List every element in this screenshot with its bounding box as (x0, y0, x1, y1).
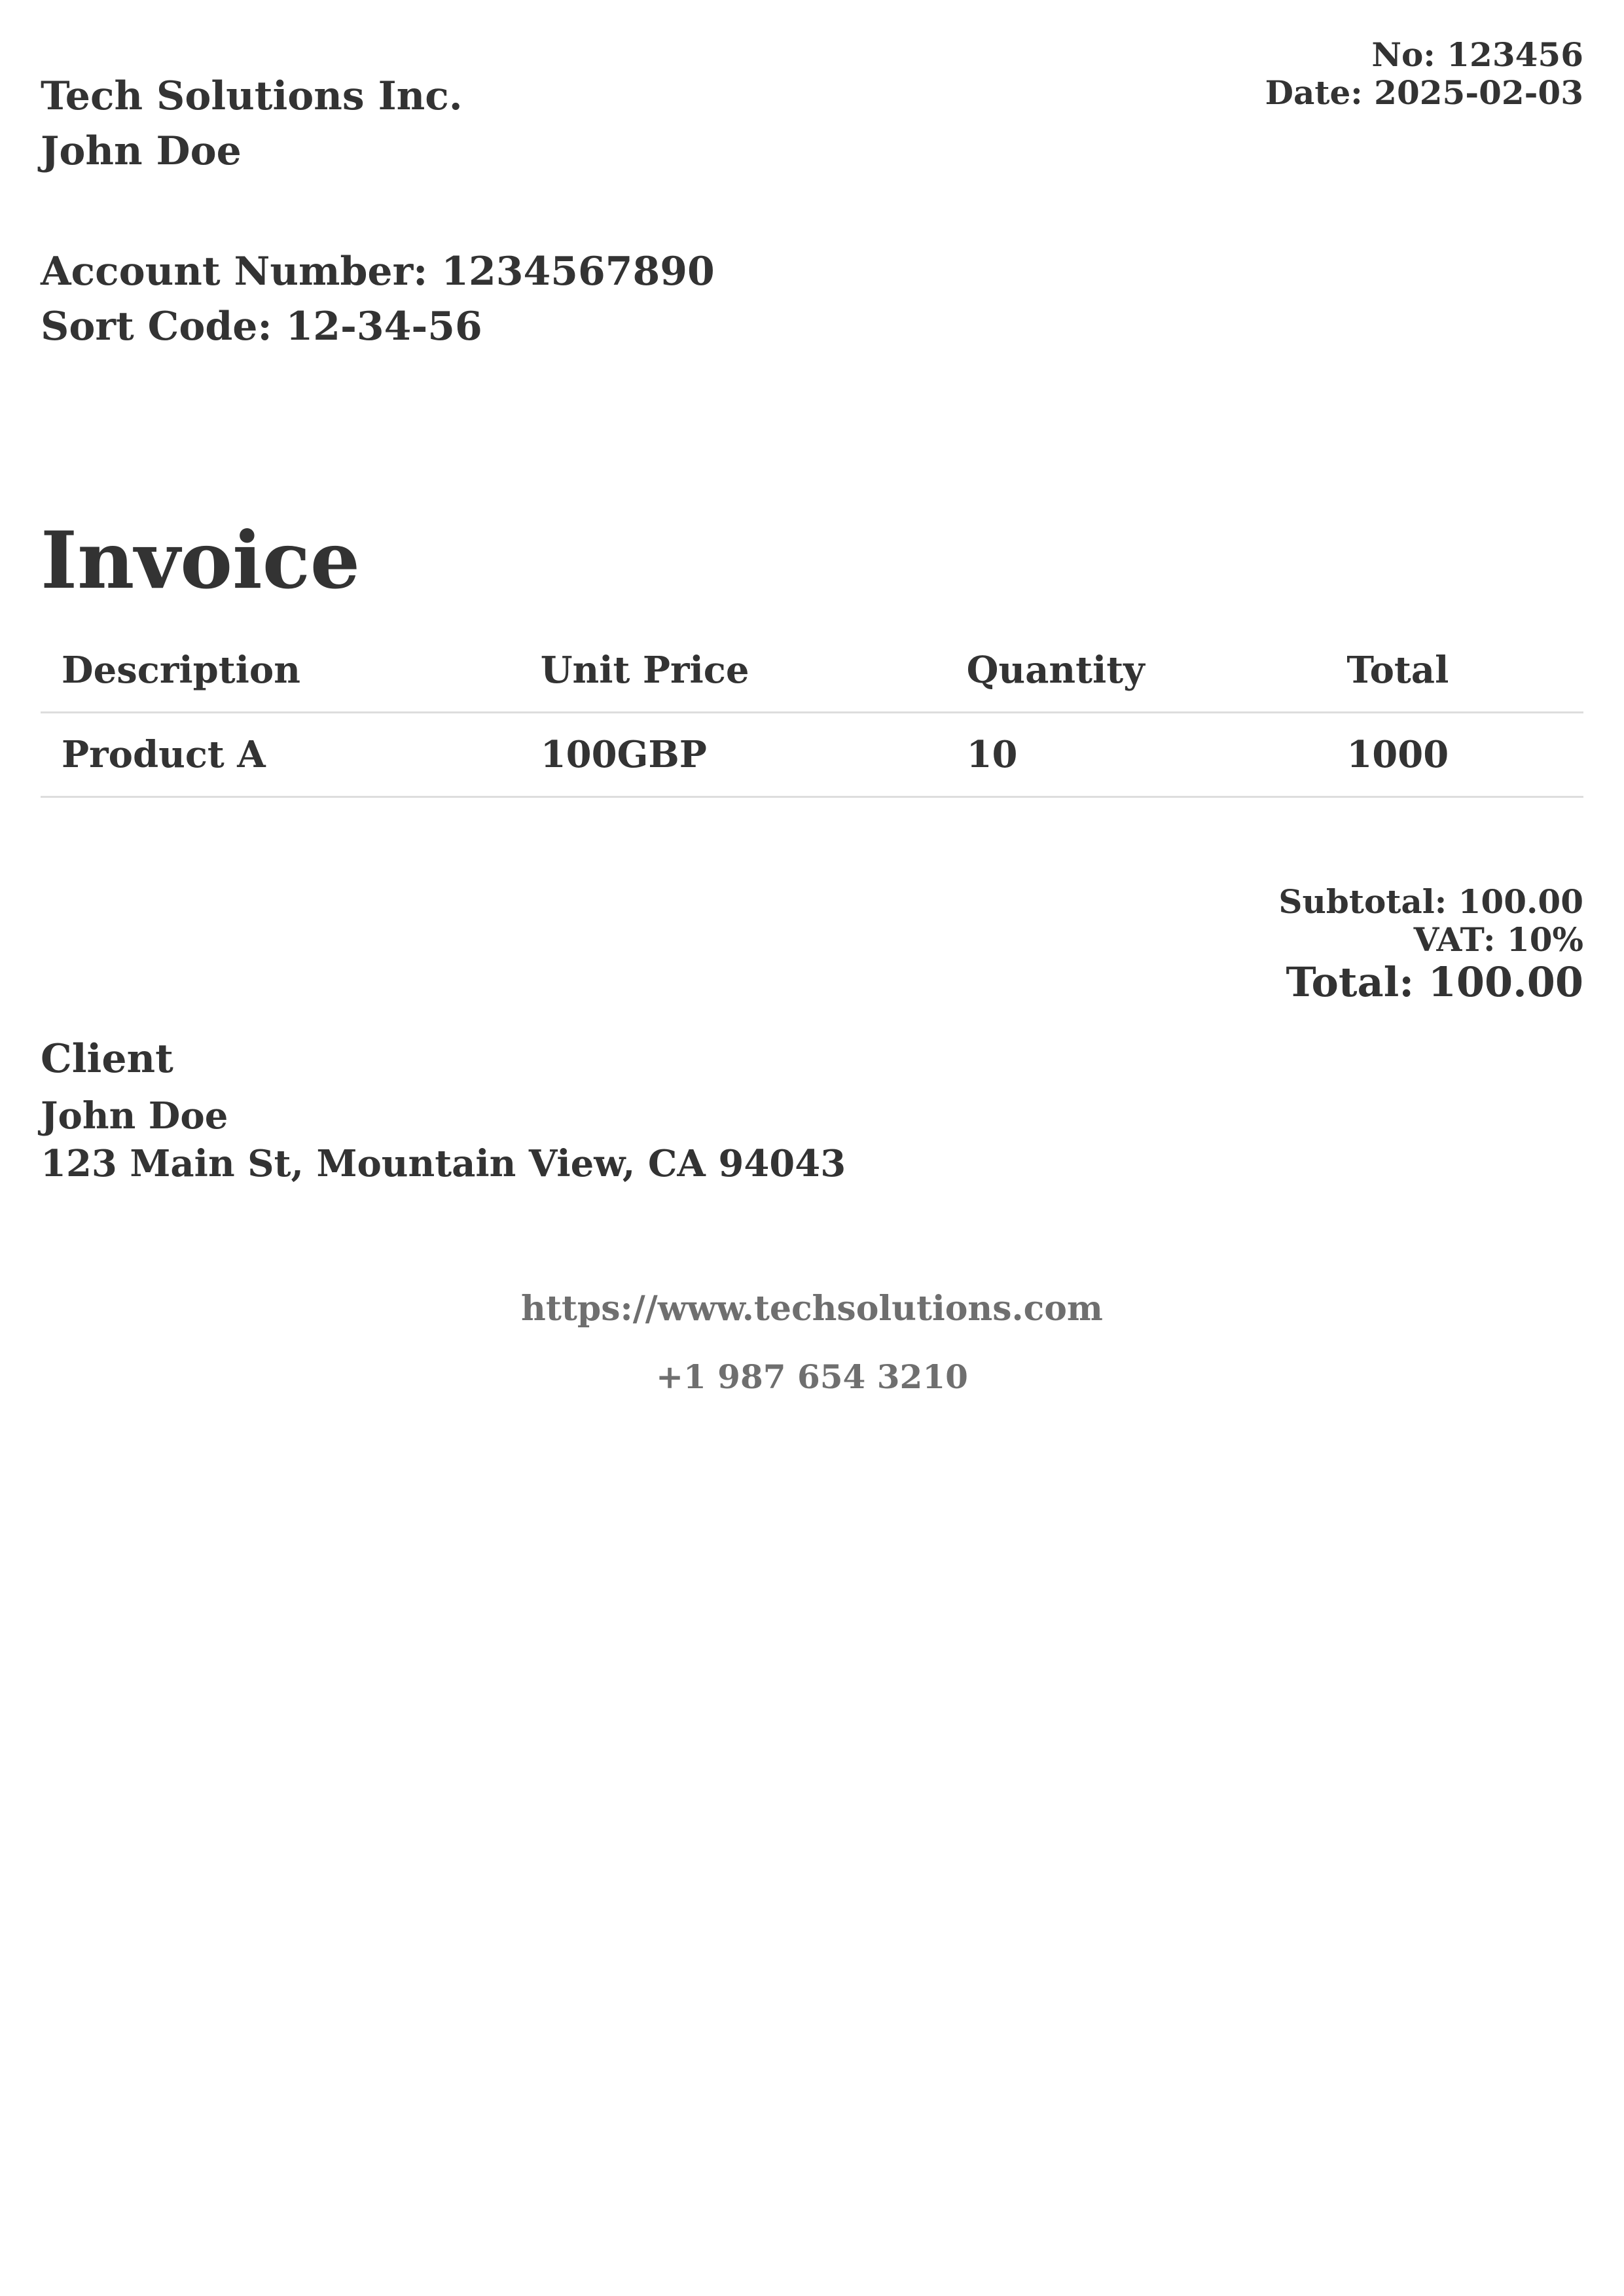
column-header-description: Description (41, 629, 520, 713)
grand-total-line: Total: 100.00 (1286, 958, 1583, 1006)
line-items-table-body (41, 713, 1583, 797)
company-contact-name: John Doe (41, 128, 242, 174)
column-header-quantity: Quantity (946, 629, 1326, 713)
client-name: John Doe (41, 1094, 228, 1138)
client-info (41, 1092, 1583, 1188)
invoice-number: No: 123456 (1371, 35, 1583, 74)
invoice-meta (1265, 36, 1583, 112)
table-header-row (41, 629, 1583, 713)
client-section-heading: Client (41, 1035, 173, 1082)
cell-total: 1000 (1326, 713, 1583, 797)
client-address: 123 Main St, Mountain View, CA 94043 (41, 1141, 846, 1185)
column-header-unit-price: Unit Price (520, 629, 946, 713)
line-items-table (41, 629, 1583, 798)
cell-description: Product A (41, 713, 520, 797)
table-row (41, 713, 1583, 797)
account-number-line: Account Number: 1234567890 (41, 249, 715, 295)
vat-line: VAT: 10% (1413, 920, 1583, 959)
totals-block (41, 883, 1583, 1006)
sort-code-line: Sort Code: 12-34-56 (41, 304, 482, 350)
page-title: Invoice (41, 514, 361, 607)
invoice-header (41, 36, 1583, 179)
invoice-footer (41, 1289, 1583, 1396)
subtotal-line: Subtotal: 100.00 (1278, 882, 1583, 921)
line-items-table-head (41, 629, 1583, 713)
company-name: Tech Solutions Inc. (41, 73, 463, 119)
cell-quantity: 10 (946, 713, 1326, 797)
bank-details (41, 244, 1583, 354)
company-phone: +1 987 654 3210 (656, 1357, 968, 1396)
invoice-date: Date: 2025-02-03 (1265, 73, 1583, 112)
cell-unit-price: 100GBP (520, 713, 946, 797)
column-header-total: Total (1326, 629, 1583, 713)
company-website: https://www.techsolutions.com (521, 1288, 1103, 1329)
